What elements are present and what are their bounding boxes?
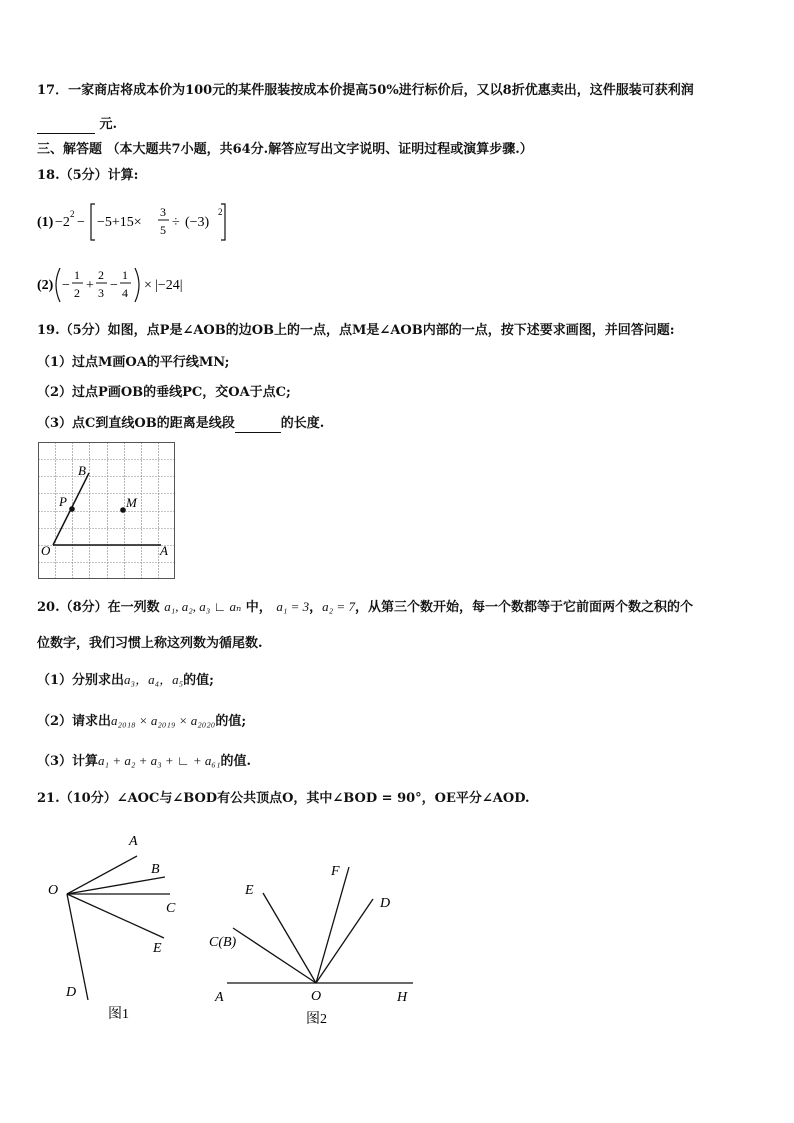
- q19-grid-figure: [38, 442, 175, 579]
- answer-blank[interactable]: [235, 418, 281, 433]
- svg-text:2: 2: [74, 286, 80, 300]
- svg-text:2: 2: [70, 209, 75, 219]
- svg-text:5: 5: [160, 223, 166, 237]
- q18-header: 18.（5分）计算:: [37, 168, 139, 183]
- q18-part2-expr: [37, 262, 257, 308]
- svg-text:×: ×: [144, 278, 152, 293]
- q18-part1-expr: [37, 198, 297, 246]
- svg-text:−: −: [110, 278, 118, 293]
- q19-item3: （3）点C到直线OB的距离是线段 的长度.: [37, 416, 325, 431]
- svg-text:3: 3: [98, 286, 104, 300]
- fig1-label-C: C: [166, 901, 176, 916]
- q18-part1: [37, 198, 297, 246]
- fig1-label-E: E: [153, 941, 162, 956]
- ray-OC: [233, 928, 316, 983]
- svg-text:2: 2: [218, 207, 223, 217]
- fig2-label-H: H: [397, 990, 408, 1005]
- svg-text:3: 3: [160, 205, 166, 219]
- point-P: [69, 506, 75, 512]
- fig2-label-F: F: [331, 864, 340, 879]
- svg-text:|−24|: |−24|: [155, 278, 183, 293]
- svg-text:4: 4: [122, 286, 128, 300]
- q21-figure1: [40, 828, 190, 1028]
- svg-text:1: 1: [122, 268, 128, 282]
- fig2-label-O: O: [311, 989, 322, 1004]
- q17-answer-line: [37, 116, 117, 134]
- ray-OE: [263, 893, 316, 983]
- ray-OF: [316, 867, 349, 983]
- label-A: A: [160, 543, 168, 558]
- grid-svg: [38, 442, 175, 579]
- ray-OD: [316, 899, 373, 983]
- q18-part2: [37, 262, 257, 308]
- ray-OE: [67, 894, 164, 938]
- fig1-label-B: B: [151, 862, 160, 877]
- fig2-caption: 图2: [306, 1012, 327, 1027]
- svg-text:−2: −2: [55, 215, 70, 230]
- point-M: [120, 507, 126, 513]
- label-M: M: [126, 495, 137, 510]
- fig1-label-A: A: [129, 834, 138, 849]
- label-O: O: [41, 543, 51, 558]
- figure1-svg: [40, 828, 190, 1028]
- fig1-caption: 图1: [108, 1007, 129, 1022]
- q19-item2: （2）过点P画OB的垂线PC，交OA于点C;: [37, 385, 291, 400]
- q18-p1-label: (1): [37, 215, 54, 230]
- q20-item1: （1）分别求出a₃，a₄，a₅的值;: [37, 672, 214, 688]
- q20-item2: （2）请求出a₂₀₁₈ × a₂₀₁₉ × a₂₀₂₀的值;: [37, 713, 247, 729]
- label-P: P: [59, 494, 67, 509]
- sequence: a₁, a₂, a₃ ∟ aₙ: [164, 599, 242, 614]
- fig2-label-A: A: [215, 990, 224, 1005]
- figure2-svg: [205, 855, 425, 1030]
- grid-border: [39, 443, 175, 579]
- fig2-label-CB: C(B): [209, 935, 237, 950]
- q20-line1: 20.（8分）在一列数 a₁, a₂, a₃ ∟ aₙ 中， a₁ = 3，a₂ = 7，从第三个数开始，每一个数都等于它前面两个数之积的个: [37, 599, 693, 615]
- svg-text:+: +: [86, 278, 94, 293]
- left-paren: [56, 268, 60, 302]
- q17-tail: 元.: [99, 117, 118, 132]
- q17-text: 17．一家商店将成本价为100元的某件服装按成本价提高50%进行标价后，又以8折优惠卖出，这件服装可获利润: [37, 83, 694, 98]
- right-paren: [135, 268, 139, 302]
- q21-header: 21.（10分）∠AOC与∠BOD有公共顶点O，其中∠BOD = 90°，OE平分∠AOD.: [37, 791, 530, 806]
- q20-line2: 位数字，我们习惯上称这列数为循尾数.: [37, 636, 263, 651]
- q19-header: 19.（5分）如图，点P是∠AOB的边OB上的一点，点M是∠AOB内部的一点，按下述要求画图，并回答问题:: [37, 323, 675, 338]
- svg-text:−: −: [77, 215, 85, 230]
- svg-text:−5+15×: −5+15×: [97, 215, 142, 230]
- q21-figure2: [205, 855, 425, 1030]
- answer-blank[interactable]: [37, 119, 95, 134]
- left-bracket: [91, 204, 95, 240]
- label-B: B: [78, 463, 86, 478]
- svg-text:2: 2: [98, 268, 104, 282]
- svg-text:(2): (2): [37, 278, 54, 293]
- q19-item1: （1）过点M画OA的平行线MN;: [37, 355, 230, 370]
- q20-item3: （3）计算a₁ + a₂ + a₃ + ∟ + a₆₁的值.: [37, 753, 251, 769]
- svg-text:1: 1: [74, 268, 80, 282]
- fig1-label-O: O: [48, 883, 59, 898]
- svg-text:−: −: [62, 278, 70, 293]
- fig2-label-D: D: [380, 896, 391, 911]
- fig2-label-E: E: [245, 883, 254, 898]
- section-title: 三、解答题 （本大题共7小题，共64分.解答应写出文字说明、证明过程或演算步骤.）: [37, 142, 533, 157]
- svg-text:(−3): (−3): [185, 215, 210, 230]
- svg-text:÷: ÷: [172, 215, 180, 230]
- fig1-label-D: D: [66, 985, 77, 1000]
